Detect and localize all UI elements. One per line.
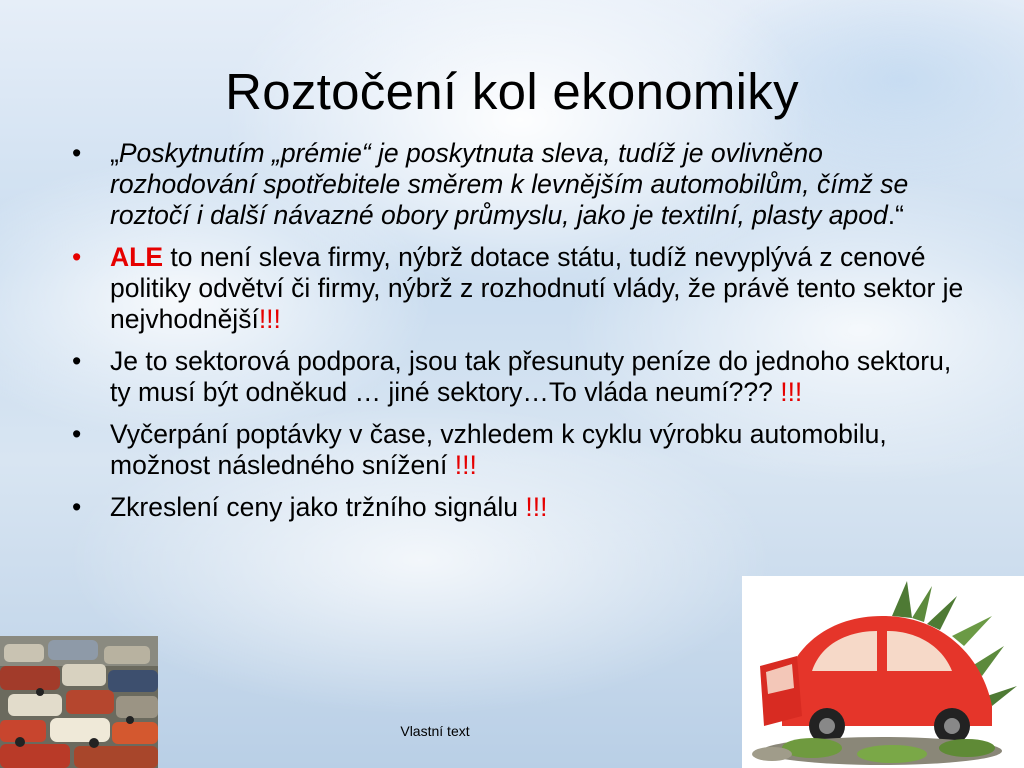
- bullet-text: Zkreslení ceny jako tržního signálu: [110, 492, 526, 522]
- bullet-lead: ALE: [110, 242, 163, 272]
- bullet-list: [70, 138, 970, 534]
- bullet-item-5: [70, 492, 970, 523]
- bullet-open-quote: „: [110, 138, 119, 168]
- bullet-marker: •: [72, 492, 82, 522]
- bullet-marker: •: [72, 138, 82, 168]
- bullet-emphasis: !!!: [525, 492, 548, 522]
- bullet-close-quote: .“: [887, 200, 904, 230]
- bullet-item-3: [70, 346, 970, 408]
- bullet-text: Poskytnutím „prémie“ je poskytnuta sleva, tudíž je ovlivněno rozhodování spotřebitele směrem k levnějším automobilům, čímž se roztočí i další návazné obory průmyslu, jako je textilní, plasty apod: [110, 138, 909, 230]
- bullet-text: Vyčerpání poptávky v čase, vzhledem k cyklu výrobku automobilu, možnost následného snížení: [110, 419, 887, 480]
- bullet-marker: •: [72, 419, 82, 449]
- bullet-marker: •: [72, 346, 82, 376]
- bullet-emphasis: !!!: [780, 377, 803, 407]
- footer-note: Vlastní text: [400, 723, 470, 739]
- bullet-emphasis: !!!: [454, 450, 477, 480]
- bullet-marker: •: [72, 242, 82, 272]
- red-car-plants-image: [742, 576, 1024, 768]
- car-junkyard-image: [0, 636, 158, 768]
- slide-title: Roztočení kol ekonomiky: [225, 63, 799, 120]
- bullet-item-4: [70, 419, 970, 481]
- bullet-text: to není sleva firmy, nýbrž dotace státu, tudíž nevyplývá z cenové politiky odvětví či firmy, nýbrž z rozhodnutí vlády, že právě tento sektor je nejvhodnější: [110, 242, 964, 334]
- bullet-item-1: [70, 138, 970, 231]
- bullet-item-2: [70, 242, 970, 335]
- bullet-text: Je to sektorová podpora, jsou tak přesunuty peníze do jednoho sektoru, ty musí být odněkud … jiné sektory…To vláda neumí???: [110, 346, 952, 407]
- bullet-emphasis: !!!: [258, 304, 281, 334]
